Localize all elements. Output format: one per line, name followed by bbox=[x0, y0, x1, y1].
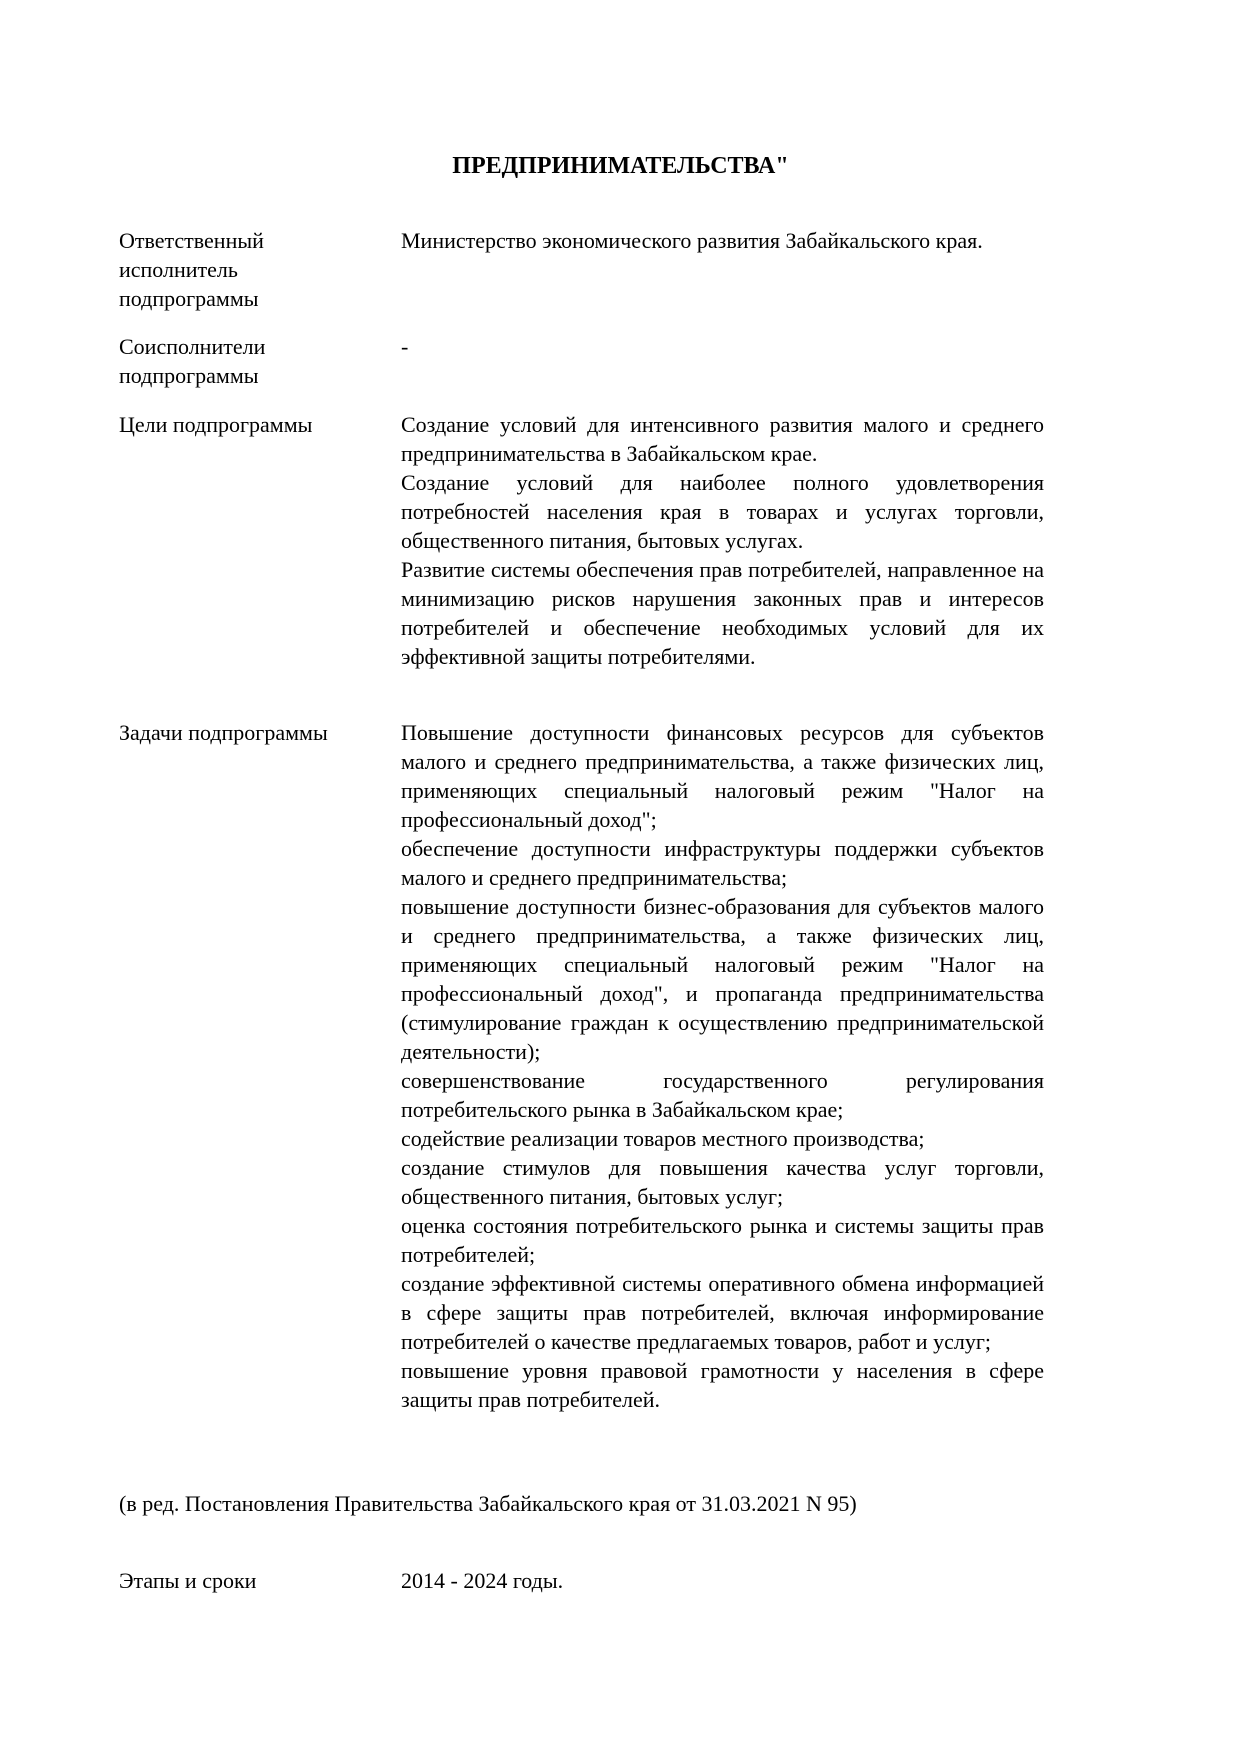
value-paragraph: оценка состояния потребительского рынка и системы защиты прав потребителей; bbox=[401, 1213, 1044, 1267]
label-text: Ответственный исполнитель подпрограммы bbox=[119, 228, 264, 311]
value-paragraph: создание стимулов для повышения качества услуг торговли, общественного питания, бытовых услуг; bbox=[401, 1155, 1044, 1209]
value-paragraph: Создание условий для интенсивного развития малого и среднего предпринимательства в Забайкальском крае. bbox=[401, 412, 1044, 466]
row-value bbox=[401, 410, 1044, 671]
row-label bbox=[119, 718, 369, 747]
label-text: Задачи подпрограммы bbox=[119, 720, 328, 745]
editorial-note: (в ред. Постановления Правительства Забайкальского края от 31.03.2021 N 95) bbox=[119, 1491, 857, 1516]
row-value bbox=[401, 332, 1044, 361]
row-label bbox=[119, 1566, 369, 1595]
value-paragraph: обеспечение доступности инфраструктуры поддержки субъектов малого и среднего предпринимательства; bbox=[401, 836, 1044, 890]
value-paragraph: Развитие системы обеспечения прав потребителей, направленное на минимизацию рисков нарушения законных прав и интересов потребителей и обеспечение необходимых условий для их эффективной защиты потребителями. bbox=[401, 557, 1044, 669]
value-paragraph: Создание условий для наиболее полного удовлетворения потребностей населения края в товарах и услугах торговли, общественного питания, бытовых услугах. bbox=[401, 470, 1044, 553]
value-paragraph: повышение доступности бизнес-образования для субъектов малого и среднего предпринимательства, а также физических лиц, применяющих специальный налоговый режим "Налог на профессиональный доход", и пропаганда предпринимательства (стимулирование граждан к осуществлению предпринимательской деятельности); bbox=[401, 894, 1044, 1064]
value-paragraph: Министерство экономического развития Забайкальского края. bbox=[401, 228, 983, 253]
label-text: Цели подпрограммы bbox=[119, 412, 313, 437]
value-paragraph: повышение уровня правовой грамотности у населения в сфере защиты прав потребителей. bbox=[401, 1358, 1044, 1412]
row-label bbox=[119, 332, 369, 390]
row-value bbox=[401, 1566, 1044, 1595]
row-value bbox=[401, 226, 1044, 255]
page-title: ПРЕДПРИНИМАТЕЛЬСТВА" bbox=[452, 153, 789, 179]
row-value bbox=[401, 718, 1044, 1414]
value-paragraph: совершенствование государственного регулирования потребительского рынка в Забайкальском крае; bbox=[401, 1068, 1044, 1122]
row-label bbox=[119, 226, 369, 313]
value-paragraph: 2014 - 2024 годы. bbox=[401, 1568, 564, 1593]
value-paragraph: содействие реализации товаров местного производства; bbox=[401, 1126, 925, 1151]
value-paragraph: - bbox=[401, 334, 409, 359]
value-paragraph: Повышение доступности финансовых ресурсов для субъектов малого и среднего предпринимательства, а также физических лиц, применяющих специальный налоговый режим "Налог на профессиональный доход"; bbox=[401, 720, 1044, 832]
value-paragraph: создание эффективной системы оперативного обмена информацией в сфере защиты прав потребителей, включая информирование потребителей о качестве предлагаемых товаров, работ и услуг; bbox=[401, 1271, 1044, 1354]
label-text: Соисполнители подпрограммы bbox=[119, 334, 266, 388]
label-text: Этапы и сроки bbox=[119, 1568, 257, 1593]
row-label bbox=[119, 410, 369, 439]
